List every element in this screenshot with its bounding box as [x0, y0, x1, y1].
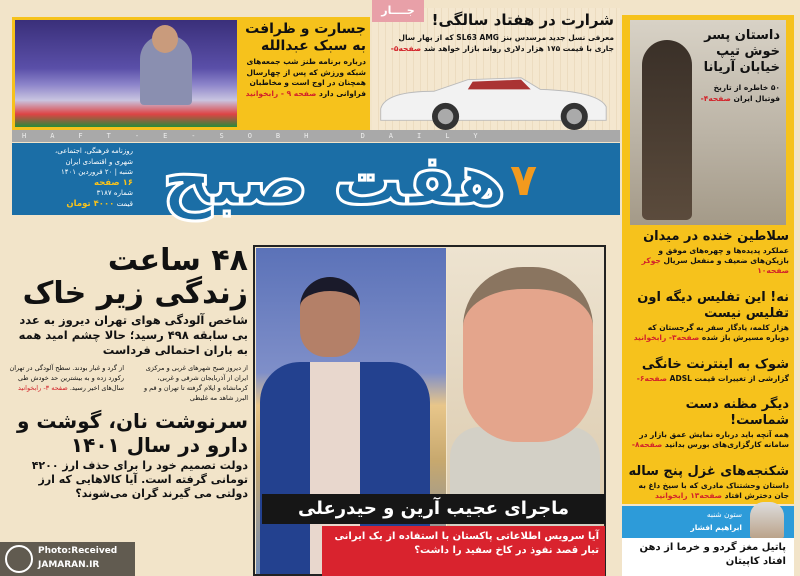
- summary: هزار کلمه، یادگار سفر به گرجستان که دوباره مسیرش باز شده صفحه۳- رابخوانید: [633, 322, 789, 342]
- logo-number: ۷: [510, 155, 537, 206]
- source-site: JAMARAN.IR: [38, 560, 100, 570]
- face: [463, 267, 593, 442]
- body-text: از گرد و غبار بودند. سطح آلودگی در تهران رکورد زده و به بیشترین حد خودش طی سال‌های اخیر رسید. صفحه ۳- رابخوانید: [9, 364, 124, 392]
- footballer-figure: [642, 40, 692, 220]
- photo-credit: Photo:Received: [38, 546, 118, 556]
- headline: نه! این تفلیس دیگه اون تفلیس نیست: [637, 289, 789, 321]
- price: قیمت ۴۰۰۰ تومان: [66, 198, 133, 209]
- section-tag: جــــار: [372, 0, 424, 22]
- photo-headline: داستان پسر خوش تیپ خیابان آریانا: [703, 28, 780, 75]
- list-item: [627, 229, 789, 276]
- summary: گزارشی از تغییرات قیمت ADSL صفحه۶-: [636, 373, 789, 383]
- summary: عملکرد پدیده‌ها و چهره‌های موفق و بازیکن‌های ضعیف و منفعل سریال جوکر صفحه۱۰: [641, 246, 789, 275]
- list-item: [627, 357, 789, 384]
- headline: شکنجه‌های غزل پنج ساله: [628, 464, 789, 479]
- list-item: [627, 290, 789, 343]
- description: روزنامه فرهنگی، اجتماعی،: [55, 147, 133, 155]
- main-headline: ماجرای عجیب آرین و حیدرعلی: [262, 494, 605, 524]
- summary: معرفی نسل جدید مرسدس بنز SL63 AMG که از بهار سال جاری با قیمت ۱۷۵ هزار دلاری روانه بازار خواهد شد صفحه۵-: [390, 33, 614, 53]
- presenter-head: [152, 25, 178, 53]
- summary: داستان وحشتناک مادری که با سیخ داغ به جان دخترش افتاد صفحه۱۳ رابخوانید: [638, 481, 789, 500]
- right-column: [622, 15, 794, 504]
- date: شنبه | ۲۰ فروردین ۱۴۰۱: [60, 168, 133, 176]
- description: شهری و اقتصادی ایران: [65, 157, 133, 166]
- vintage-footballer-photo: [630, 20, 786, 225]
- issue-info: [18, 146, 133, 209]
- logo-group: [162, 137, 537, 223]
- summary: درباره برنامه طنز شب جمعه‌های شبکه ورزش که پس از چهارسال همچنان در اوج است و مخاطبان فراوانی دارد صفحه ۹ - رابخوانید: [245, 57, 366, 98]
- issue-number: شماره ۳۱۸۷: [96, 189, 133, 197]
- headline-subsidy: سرنوشت نان، گوشت و دارو در سال ۱۴۰۱: [16, 409, 248, 457]
- saturday-column: [622, 506, 794, 576]
- page-count: ۱۶ صفحه: [94, 177, 133, 188]
- main-subhead: آیا سرویس اطلاعاتی پاکستان با استفاده از یک ایرانی تبار قصد نفوذ در کاخ سفید را داشت؟: [322, 526, 605, 576]
- newspaper-logo: هفت صبح: [162, 139, 507, 221]
- left-column: [8, 244, 248, 576]
- headline: شوک به اینترنت خانگی: [641, 356, 789, 372]
- author-photo: [750, 502, 784, 538]
- feature-box-satire-show: [12, 17, 370, 130]
- masthead-strip: HAFT-E-SOBH DAILY: [12, 130, 620, 142]
- tv-studio-photo: [15, 20, 237, 127]
- lead-summary: شاخص آلودگی هوای تهران دیروز به عدد بی سابقه ۴۹۸ رسید؛ حالا چشم امید همه به باران احتمالی فرداست: [18, 313, 248, 357]
- masthead: [12, 139, 620, 221]
- lead-headline: ۴۸ ساعت زندگی زیر خاک: [22, 243, 248, 311]
- headline: جسارت و ظرافت به سبک عبدالله: [245, 21, 366, 54]
- jamaran-logo-icon: [5, 545, 33, 573]
- headline: شرارت در هفتاد سالگی!: [431, 11, 614, 29]
- watermark: [0, 542, 135, 576]
- body-text: از دیروز صبح شهرهای غربی و مرکزی ایران از آذربایجان شرقی و غربی، کرمانشاه و ایلام گرفته تا تهران و قم و البرز شاهد مه غلیظی: [143, 364, 248, 402]
- list-item: [627, 397, 789, 450]
- feature-box-mercedes: [372, 8, 620, 130]
- column-title: پاتیل مغز گردو و خرما از دهن افتاد کاپیتان: [639, 542, 786, 567]
- headline: دیگر مظنه دست شماست!: [685, 397, 789, 429]
- column-kicker: ستون شنبه: [706, 510, 742, 519]
- headline: سلاطین خنده در میدان: [643, 229, 789, 244]
- car-image: [372, 70, 612, 130]
- summary: همه آنچه باید درباره نمایش عمق بازار در سامانه کارگزاری‌های بورس بدانید صفحه۸-: [631, 430, 789, 450]
- body-columns: [8, 363, 248, 403]
- summary-subsidy: دولت تصمیم خود را برای حذف ارز ۴۲۰۰ تومانی گرفته است. آیا کالاهایی که ارز دولتی می گیرند گران می‌شوند؟: [31, 459, 248, 500]
- face: [300, 277, 360, 357]
- news-list: [627, 229, 789, 501]
- list-item: [627, 464, 789, 501]
- photo-text: ۵۰ خاطره از تاریخ فوتبال ایران صفحه۴-: [700, 83, 780, 103]
- feature-text: [240, 21, 366, 99]
- photo-caption: [694, 28, 780, 104]
- column-author: ابراهیم افشار: [690, 523, 742, 532]
